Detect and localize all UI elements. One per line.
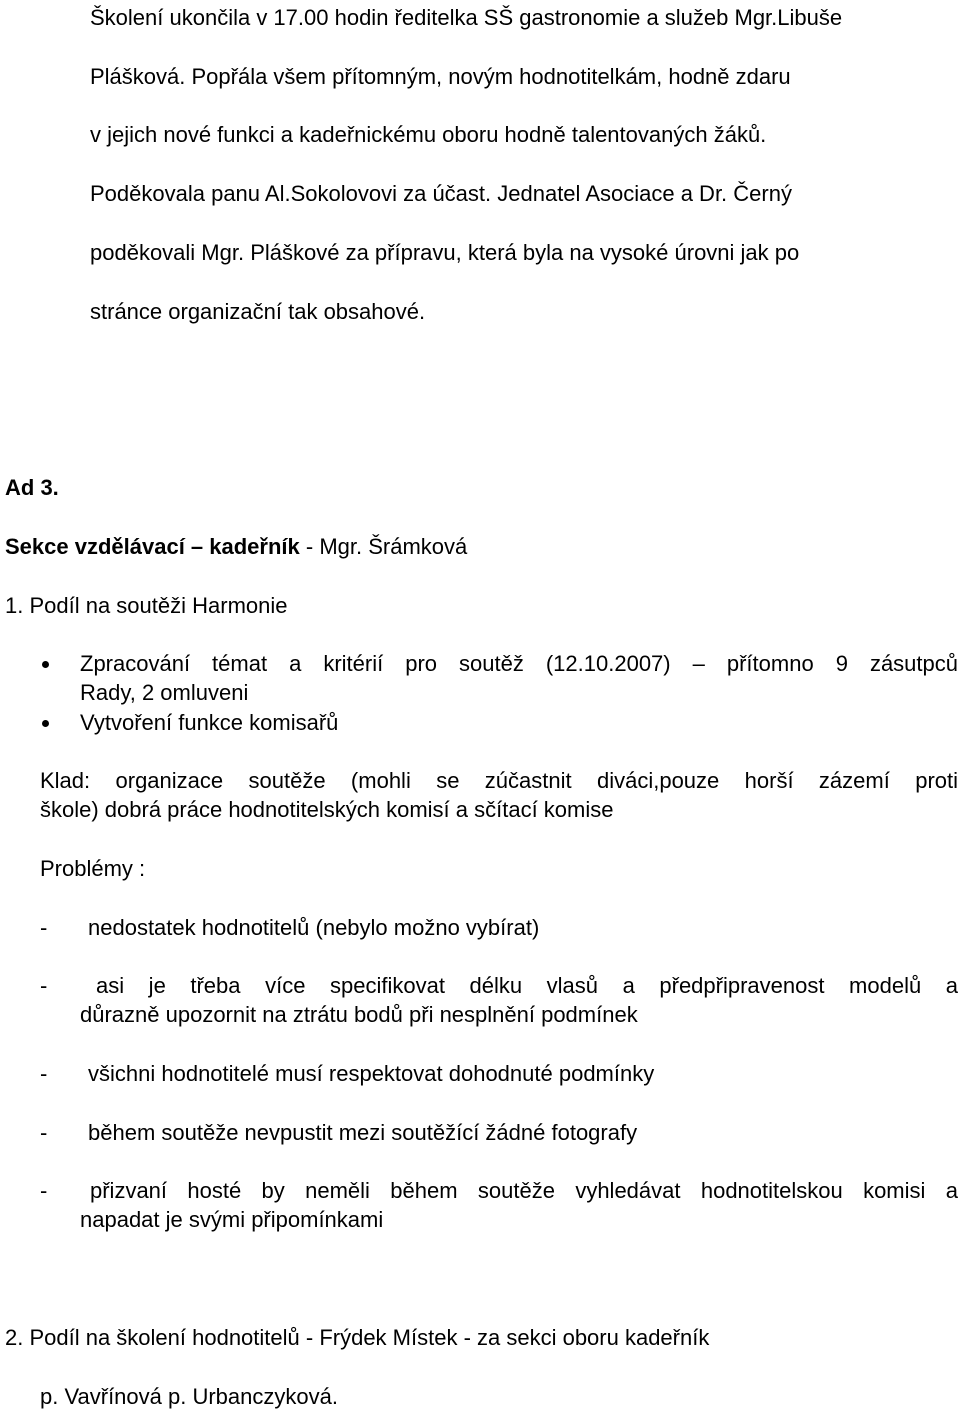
dash-marker: - <box>40 915 48 940</box>
problem-item-line: napadat je svými připomínkami <box>80 1207 384 1232</box>
problem-item-line: přizvaní hosté by neměli během soutěže vyhledávat hodnotitelskou komisi a <box>90 1178 958 1203</box>
item2-title: 2. Podíl na školení hodnotitelů - Frýdek Místek - za sekci oboru kadeřník <box>5 1325 710 1350</box>
section-title <box>5 534 467 560</box>
intro-line: v jejich nové funkci a kadeřnickému oboru hodně talentovaných žáků. <box>90 122 767 147</box>
dash-marker: - <box>40 1061 48 1086</box>
bullet-icon <box>42 720 49 727</box>
problems-label: Problémy : <box>40 856 146 881</box>
dash-marker: - <box>40 1178 48 1203</box>
bullet-item-line: Rady, 2 omluveni <box>80 680 249 705</box>
item1-title: 1. Podíl na soutěži Harmonie <box>5 593 288 618</box>
section-heading: Ad 3. <box>5 475 59 500</box>
bullet-item-line: Zpracování témat a kritérií pro soutěž (12.10.2007) – přítomno 9 zásutpců <box>80 651 958 676</box>
dash-marker: - <box>40 1120 48 1145</box>
klad-line: škole) dobrá práce hodnotitelských komisí a sčítací komise <box>40 797 614 822</box>
section-title-rest: - Mgr. Šrámková <box>299 534 468 559</box>
intro-line: stránce organizační tak obsahové. <box>90 299 426 324</box>
problem-item-line: důrazně upozornit na ztrátu bodů při nesplnění podmínek <box>80 1002 638 1027</box>
intro-line: poděkovali Mgr. Pláškové za přípravu, která byla na vysoké úrovni jak po <box>90 240 800 265</box>
problem-item-line: nedostatek hodnotitelů (nebylo možno vybírat) <box>88 915 540 940</box>
bullet-icon <box>42 661 49 668</box>
intro-line: Plášková. Popřála všem přítomným, novým hodnotitelkám, hodně zdaru <box>90 64 791 89</box>
klad-line: Klad: organizace soutěže (mohli se zúčastnit diváci,pouze horší zázemí proti <box>40 768 958 793</box>
dash-marker: - <box>40 973 48 998</box>
bullet-item-line: Vytvoření funkce komisařů <box>80 710 339 735</box>
problem-item-line: během soutěže nevpustit mezi soutěžící žádné fotografy <box>88 1120 638 1145</box>
section-title-bold: Sekce vzdělávací – kadeřník <box>5 534 300 559</box>
intro-line: Poděkovala panu Al.Sokolovovi za účast. Jednatel Asociace a Dr. Černý <box>90 181 792 206</box>
problem-item-line: všichni hodnotitelé musí respektovat dohodnuté podmínky <box>88 1061 655 1086</box>
intro-line: Školení ukončila v 17.00 hodin ředitelka SŠ gastronomie a služeb Mgr.Libuše <box>90 5 843 30</box>
item2-names: p. Vavřínová p. Urbanczyková. <box>40 1384 338 1409</box>
problem-item-line: asi je třeba více specifikovat délku vlasů a předpřipravenost modelů a <box>96 973 958 998</box>
